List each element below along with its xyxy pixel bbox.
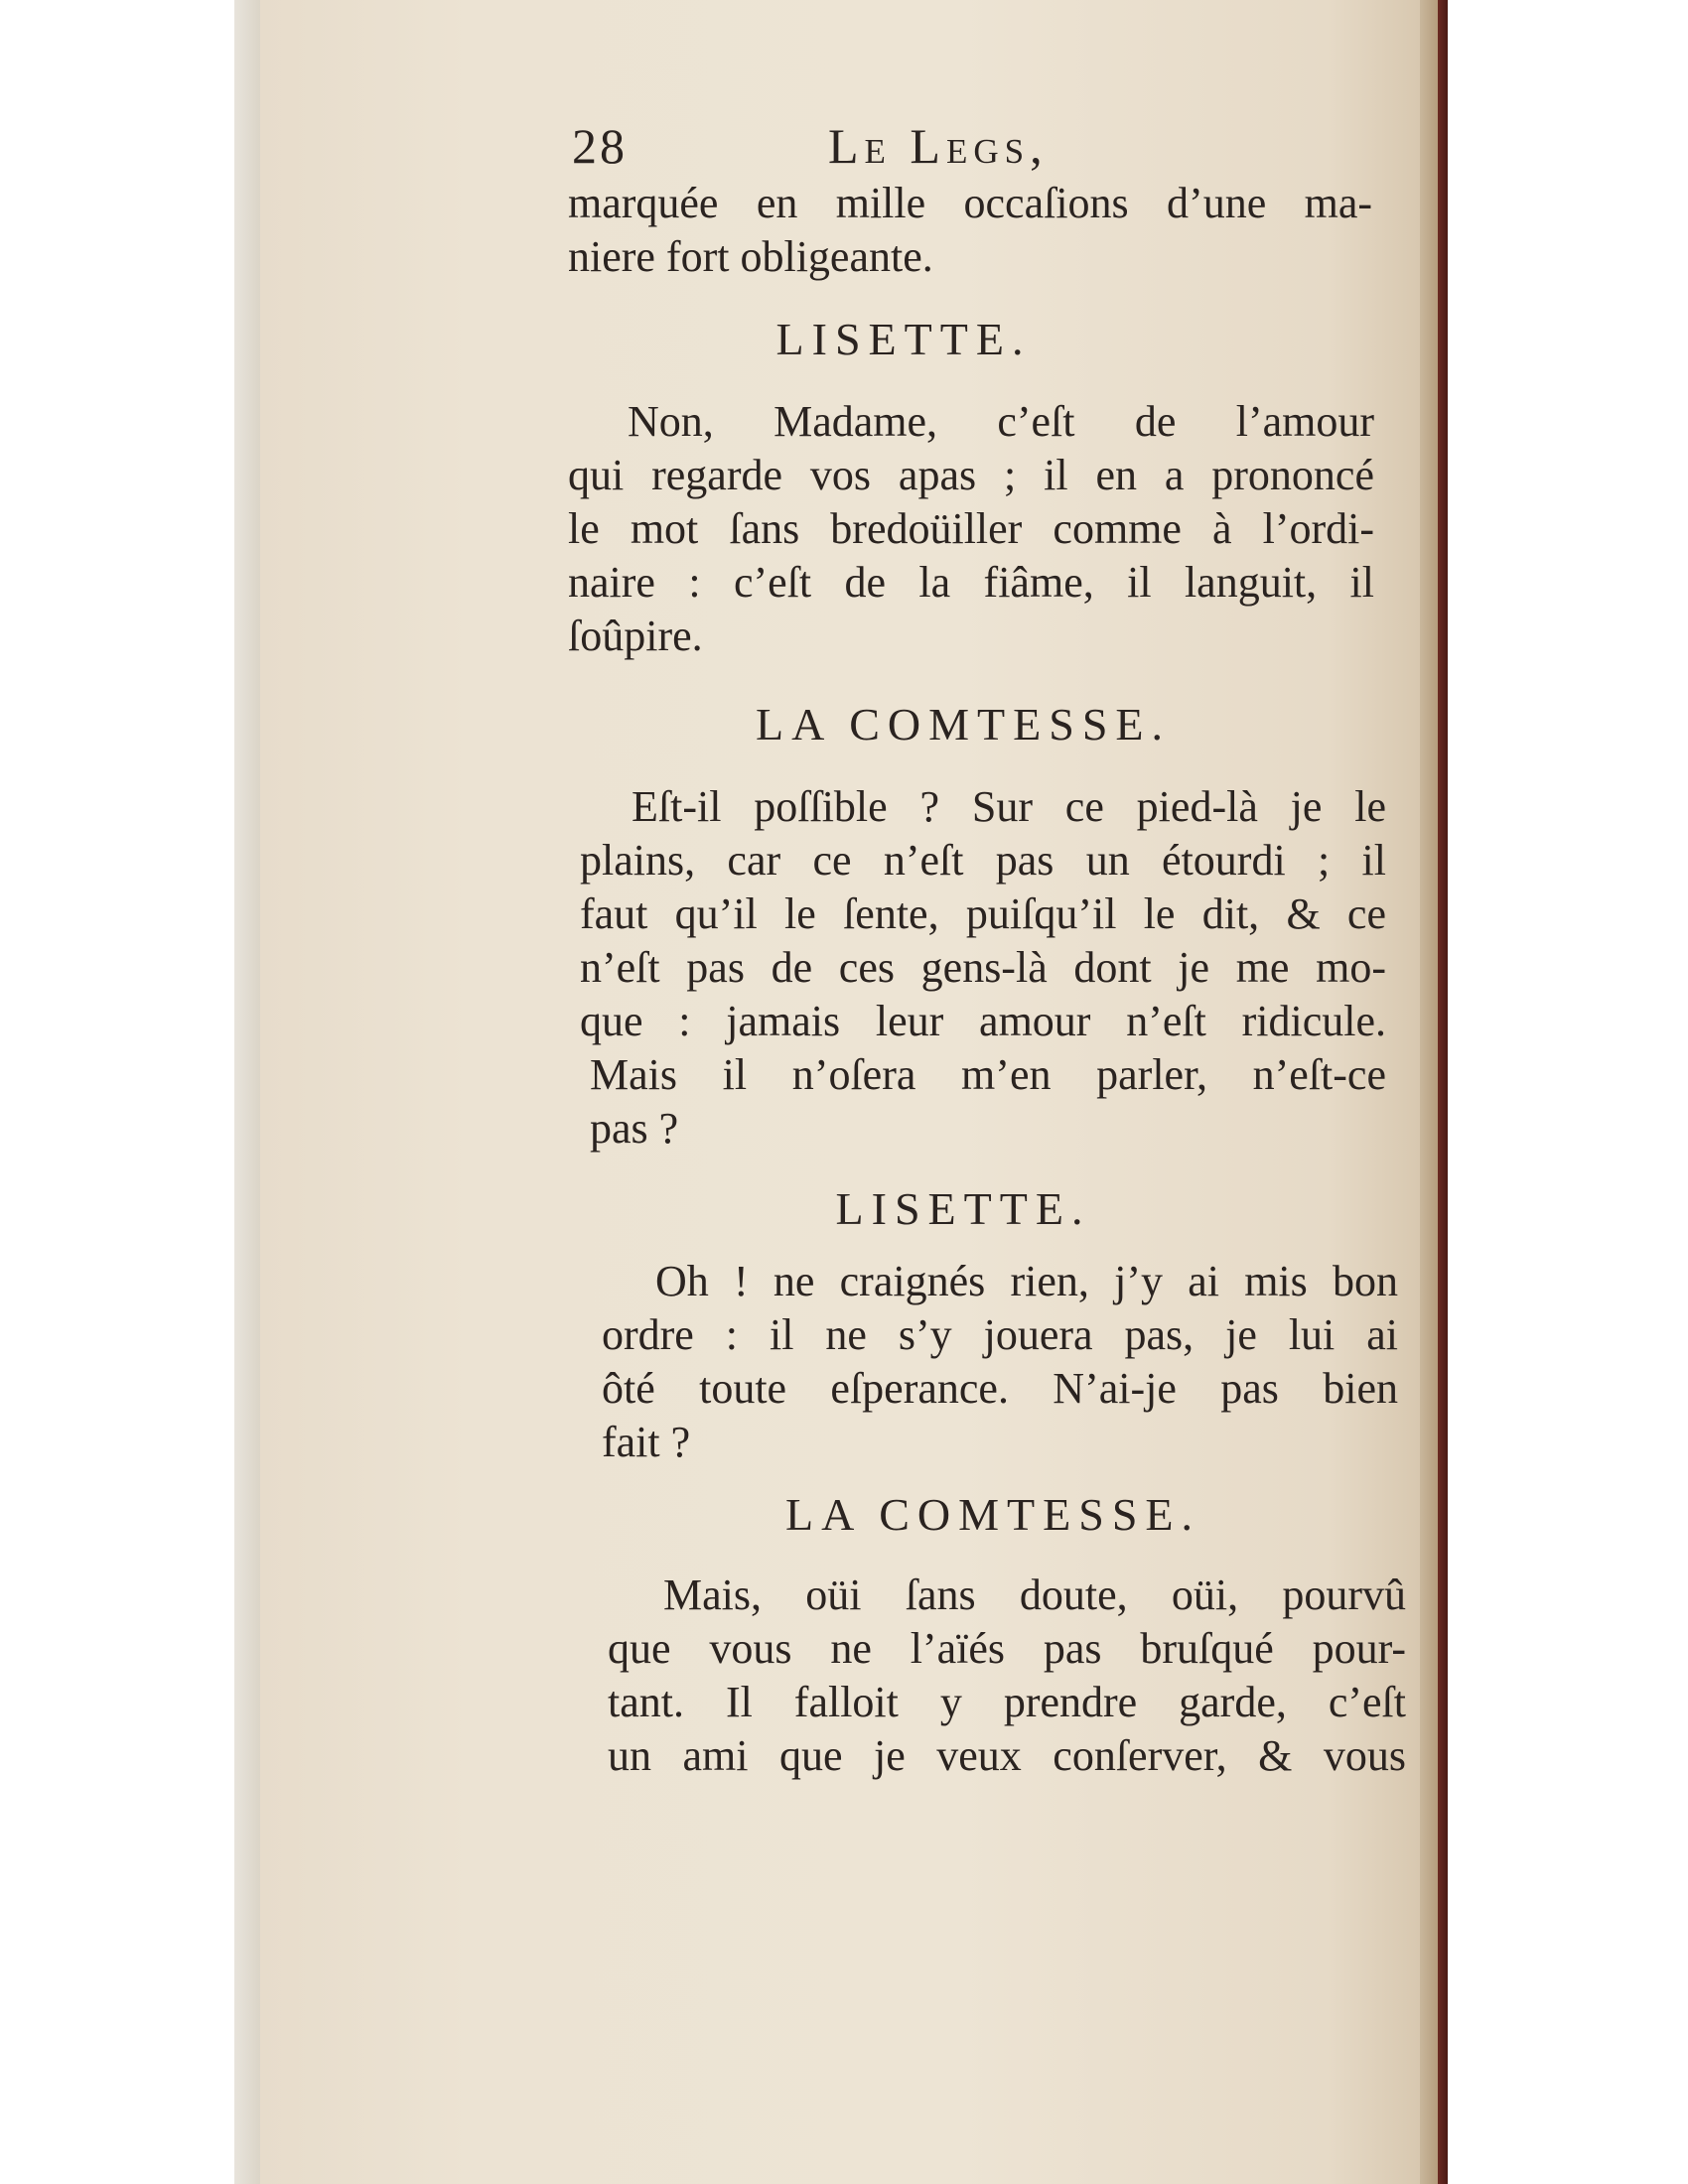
speaker-name: LA COMTESSE. — [784, 1489, 1201, 1540]
text-line: niere fort obligeante. — [568, 232, 933, 281]
page-header — [572, 111, 1128, 181]
text-line: que vous ne l’aïés pas bruſqué pour- — [608, 1624, 1406, 1673]
text-line: ôté toute eſperance. N’ai-je pas bien — [602, 1364, 1398, 1413]
text-line: Mais il n’oſera m’en parler, n’eſt-ce — [590, 1050, 1386, 1099]
text-line: Mais, oüi ſans doute, oüi, pourvû — [663, 1570, 1406, 1619]
speaker-name: LA COMTESSE. — [755, 699, 1172, 750]
text-line: ſoûpire. — [568, 612, 703, 660]
text-line: ordre : il ne s’y jouera pas, je lui ai — [602, 1310, 1398, 1359]
text-line: le mot ſans bredoüiller comme à l’ordi- — [568, 504, 1374, 553]
text-line: n’eſt pas de ces gens-là dont je me mo- — [580, 943, 1386, 992]
text-line: plains, car ce n’eſt pas un étourdi ; il — [580, 836, 1386, 885]
text-line: Non, Madame, c’eſt de l’amour — [628, 397, 1374, 446]
text-line: un ami que je veux conſerver, & vous — [608, 1731, 1406, 1780]
text-line: naire : c’eſt de la fiâme, il languit, il — [568, 558, 1374, 607]
text-line: qui regarde vos apas ; il en a prononcé — [568, 451, 1374, 499]
page-number: 28 — [572, 118, 628, 174]
text-line: Oh ! ne craignés rien, j’y ai mis bon — [655, 1257, 1398, 1305]
text-line: marquée en mille occaſions d’une ma- — [568, 179, 1372, 227]
text-line: que : jamais leur amour n’eſt ridicule. — [580, 997, 1386, 1045]
speaker-name: LISETTE. — [775, 314, 1032, 364]
text-line: pas ? — [590, 1104, 679, 1153]
running-title: Le Legs, — [828, 118, 1049, 174]
text-line: faut qu’il le ſente, puiſqu’il le dit, & ce — [580, 889, 1386, 938]
text-line: Eſt-il poſſible ? Sur ce pied-là je le — [632, 782, 1386, 831]
speaker-name: LISETTE. — [835, 1183, 1091, 1234]
text-line: tant. Il falloit y prendre garde, c’eſt — [608, 1678, 1406, 1726]
text-line: fait ? — [602, 1418, 691, 1466]
